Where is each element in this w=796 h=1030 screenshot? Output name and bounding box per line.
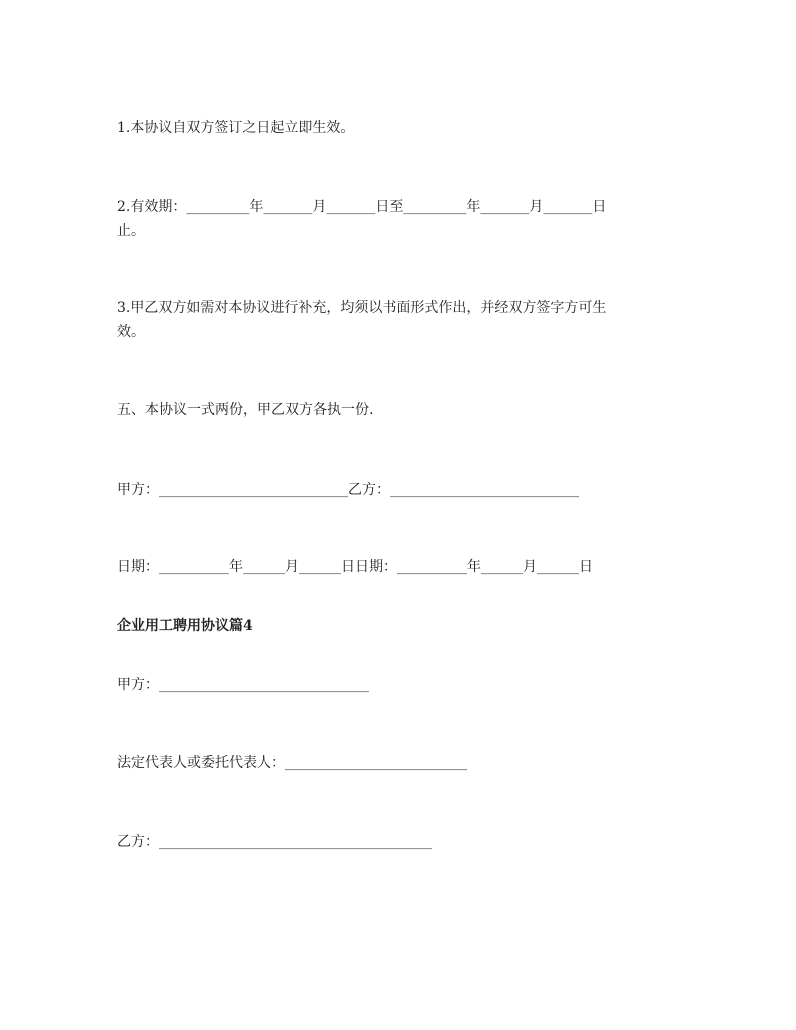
party-a-field: 甲方：______________________________: [117, 677, 369, 693]
legal-representative-field: 法定代表人或委托代表人：__________________________: [117, 755, 467, 771]
clause-2-validity-period-continued: 止。: [117, 223, 145, 239]
party-b-field: 乙方：_______________________________________: [117, 834, 432, 850]
clause-1-effective-date: 1.本协议自双方签订之日起立即生效。: [117, 120, 355, 136]
clause-3-supplement: 3.甲乙双方如需对本协议进行补充，均须以书面形式作出，并经双方签字方可生: [117, 300, 607, 316]
section-heading: 企业用工聘用协议篇4: [117, 618, 253, 634]
section-5-copies: 五、本协议一式两份，甲乙双方各执一份.: [117, 402, 374, 418]
clause-2-validity-period: 2.有效期：_________年_______月_______日至_________年_______月_______日: [117, 199, 607, 215]
party-signature-line: 甲方：___________________________乙方：___________________________: [117, 482, 579, 498]
clause-3-supplement-continued: 效。: [117, 324, 145, 340]
date-signature-line: 日期：__________年______月______日日期：__________年______月______日: [117, 559, 593, 575]
